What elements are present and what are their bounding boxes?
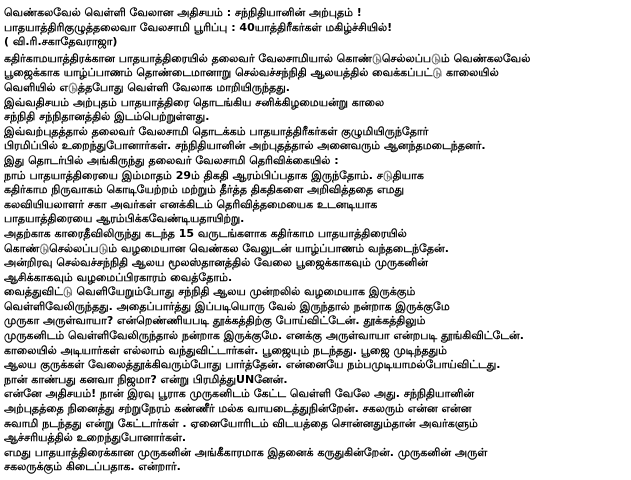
body-line: காலையில் அடியார்கள் எல்லாம் வந்துவிட்டார்கள். பூஜையும் நடந்தது. பூஜை முடிந்ததும் bbox=[4, 343, 448, 357]
body-line: இவ்வற்புதத்தால் தலைவர் வேலசாமி தொடக்கம் பாதயாத்திரீகர்கள் குழுமியிருந்தோர் bbox=[4, 124, 429, 138]
article-body bbox=[4, 52, 627, 475]
body-line: வெள்ளிவேலிருந்தது. அதைப்பார்த்து இப்படியொரு வேல் இருந்தால் நன்றாக இருக்குமே bbox=[4, 299, 450, 313]
body-line: என்னே அதிசயம்! நான் இரவு பூராக முருகனிடம் கேட்ட வெள்ளி வேலே அது. சந்நிதியானின் bbox=[4, 387, 475, 401]
body-line: சந்நிதி சந்நிதானத்தில் இடம்பெற்றுள்ளது. bbox=[4, 110, 210, 124]
body-line: சகலருக்கும் கிடைப்பதாக. என்றார். bbox=[4, 460, 181, 474]
body-line: பாதயாத்திரையை ஆரம்பிக்கவேண்டியதாயிற்று. bbox=[4, 212, 245, 226]
body-line: முருகனிடம் வெள்ளிவேலிருந்தால் நன்றாக இருக்குமே. எனக்கு அருள்வாயா என்றபடி தூங்கிவிட்டேன். bbox=[4, 329, 524, 343]
body-line: முருகா அருள்வாயா? என்றெண்ணியபடி தூக்கத்திற்கு போய்விட்டேன். தூக்கத்திலும் bbox=[4, 314, 426, 328]
body-line: கதிர்காமயாத்திரக்கான பாதயாத்திரையில் தலைவர் வேலசாமியால் கொண்டுசெல்லப்படும் வெண்கலவேல் bbox=[4, 51, 531, 65]
body-line: வைத்துவிட்டு வெளியேறும்போது சந்நிதி ஆலய முன்றலில் வழமையாக இருக்கும் bbox=[4, 285, 416, 299]
body-line: கலவியியலாளர் சகா அவர்கள் எனக்கிடம் தெரிவித்தமையைக உடனடியாக bbox=[4, 197, 378, 211]
body-line: வெளியில் எடுத்தபோது வெள்ளி வேலாக மாறியிருந்தது. bbox=[4, 80, 290, 94]
body-line: இவ்வதிசயம் அற்புதம் பாதயாத்திரை தொடங்கிய சனிக்கிழமையன்று காலை bbox=[4, 95, 385, 109]
body-line: இது தொடர்பில் அங்கிருந்து தலைவர் வேலசாமி தெரிவிக்கையில் : bbox=[4, 153, 339, 167]
body-line: சுவாமி நடந்தது என்று கேட்டார்கள் . ஏனையோரிடம் விடயத்தை சொன்னதும்தான் அவர்களும் bbox=[4, 416, 478, 430]
body-line: அன்றிரவு செல்வச்சந்நிதி ஆலய மூலஸ்தானத்தில் வேலை பூஜைக்காகவும் முருகனின் bbox=[4, 256, 428, 270]
body-line: நாம் பாதயாத்திரையை இம்மாதம் 29ம் திகதி ஆரம்பிப்பதாக இருந்தோம். சடுதியாக bbox=[4, 168, 424, 182]
body-line: பிரமிப்பில் உறைந்துபோனார்கள். சந்நிதியானின் அற்புதத்தால் அனைவரும் ஆனந்தமடைந்தனர். bbox=[4, 139, 486, 153]
body-line: ஆச்சரியத்தில் உறைந்துபோனார்கள். bbox=[4, 431, 187, 445]
article-subtitle: பாதயாத்திரிகுழுத்தலைவா வேலசாமி பூரிப்பு : 40யாத்திரீகர்கள் மகிழ்ச்சியில்! bbox=[4, 20, 393, 34]
body-line: ஆசிக்காகவும் வழமைப்பிரகாரம் வைத்தோம். bbox=[4, 270, 233, 284]
body-line: கதிர்காம நிருவாகம் கொடியேற்றம் மற்றும் தீர்த்த திகதிகளை அறிவித்ததை எமது bbox=[4, 183, 405, 197]
news-article bbox=[4, 6, 627, 475]
article-title: வெண்கலவேல் வெள்ளி வேலான அதிசயம் : சந்நிதியானின் அற்புதம் ! bbox=[4, 6, 362, 19]
article-header bbox=[4, 6, 627, 50]
article-byline: ( வி.ரி.சகாதேவராஜா) bbox=[4, 35, 118, 49]
body-line: பூஜைக்காக யாழ்ப்பாணம் தொண்டைமானாறு செல்வச்சந்நிதி ஆலயத்தில் வைக்கப்பட்டு காலையில் bbox=[4, 66, 499, 80]
body-line: அற்புதத்தை நினைத்து சற்றுநேரம் கண்ணீர் மல்க வாயடைத்துநின்றேன். சகலரும் என்ன என்ன bbox=[4, 402, 472, 416]
body-line: ஆலய குருக்கள் வேலைத்தூக்கிவரும்போது பார்த்தேன். என்னையே நம்பமுடியாமல்போய்விட்டது. bbox=[4, 358, 501, 372]
body-line: அதற்காக காரைதீவிலிருந்து கடந்த 15 வருடங்களாக கதிர்காம பாதயாத்திரையில் bbox=[4, 226, 407, 240]
body-line: எமது பாதயாத்திரைக்கான முருகனின் அங்கீகாரமாக இதனைக் கருதுகின்றேன். முருகனின் அருள் bbox=[4, 445, 488, 459]
body-line: கொண்டுசெல்லப்படும் வழமையான வெண்கல வேலுடன் யாழ்ப்பாணம் வந்தடைந்தேன். bbox=[4, 241, 449, 255]
body-line: நான் காண்பது கனவா நிஜமா? என்று பிரமித்துUNனேன். bbox=[4, 372, 288, 386]
